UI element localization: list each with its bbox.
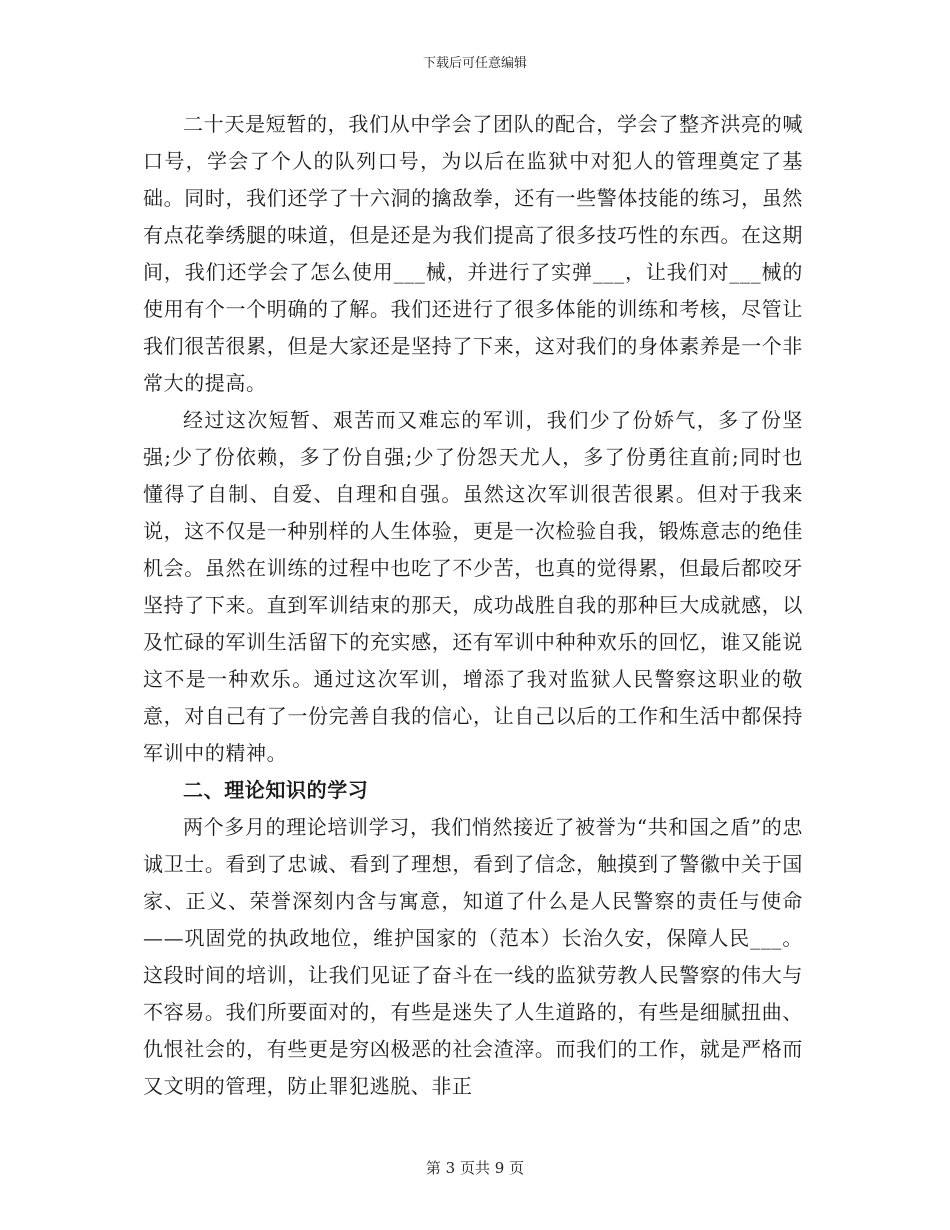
paragraph-military-training-skills: 二十天是短暂的，我们从中学会了团队的配合，学会了整齐洪亮的喊口号，学会了个人的队列口号，为以后在监狱中对犯人的管理奠定了基础。同时，我们还学了十六洞的擒敌拳，还有一些警体技能的练习，虽然有点花拳绣腿的味道，但是还是为我们提高了很多技巧性的东西。在这期间，我们还学会了怎么使用___械，并进行了实弹___，让我们对___械的使用有个一个明确的了解。我们还进行了很多体能的训练和考核，尽管让我们很苦很累，但是大家还是坚持了下来，这对我们的身体素养是一个非常大的提高。 (143, 112, 803, 395)
paragraph-military-training-reflection: 经过这次短暂、艰苦而又难忘的军训，我们少了份娇气，多了份坚强;少了份依赖，多了份自强;少了份怨天尤人，多了份勇往直前;同时也懂得了自制、自爱、自理和自强。虽然这次军训很苦很累。但对于我来说，这不仅是一种别样的人生体验，更是一次检验自我，锻炼意志的绝佳机会。虽然在训练的过程中也吃了不少苦，也真的觉得累，但最后都咬牙坚持了下来。直到军训结束的那天，成功战胜自我的那种巨大成就感，以及忙碌的军训生活留下的充实感，还有军训中种种欢乐的回忆，谁又能说这不是一种欢乐。通过这次军训，增添了我对监狱人民警察这职业的敬意，对自己有了一份完善自我的信心，让自己以后的工作和生活中都保持军训中的精神。 (143, 408, 803, 765)
page-number-footer: 第 3 页共 9 页 (425, 1159, 525, 1177)
document-body (143, 106, 803, 1105)
section-heading-theory-study: 二、理论知识的学习 (183, 778, 369, 802)
page-header: 下载后可任意编辑 (422, 56, 527, 71)
paragraph-theory-study: 两个多月的理论培训学习，我们悄然接近了被誉为“共和国之盾”的忠诚卫士。看到了忠诚、看到了理想，看到了信念，触摸到了警徽中关于国家、正义、荣誉深刻内含与寓意，知道了什么是人民警察的责任与使命——巩固党的执政地位，维护国家的（范本）长治久安，保障人民___。这段时间的培训，让我们见证了奋斗在一线的监狱劳教人民警察的伟大与不容易。我们所要面对的，有些是迷失了人生道路的，有些是细腻扭曲、仇恨社会的，有些更是穷凶极恶的社会渣滓。而我们的工作，就是严格而又文明的管理，防止罪犯逃脱、非正 (143, 815, 803, 1098)
